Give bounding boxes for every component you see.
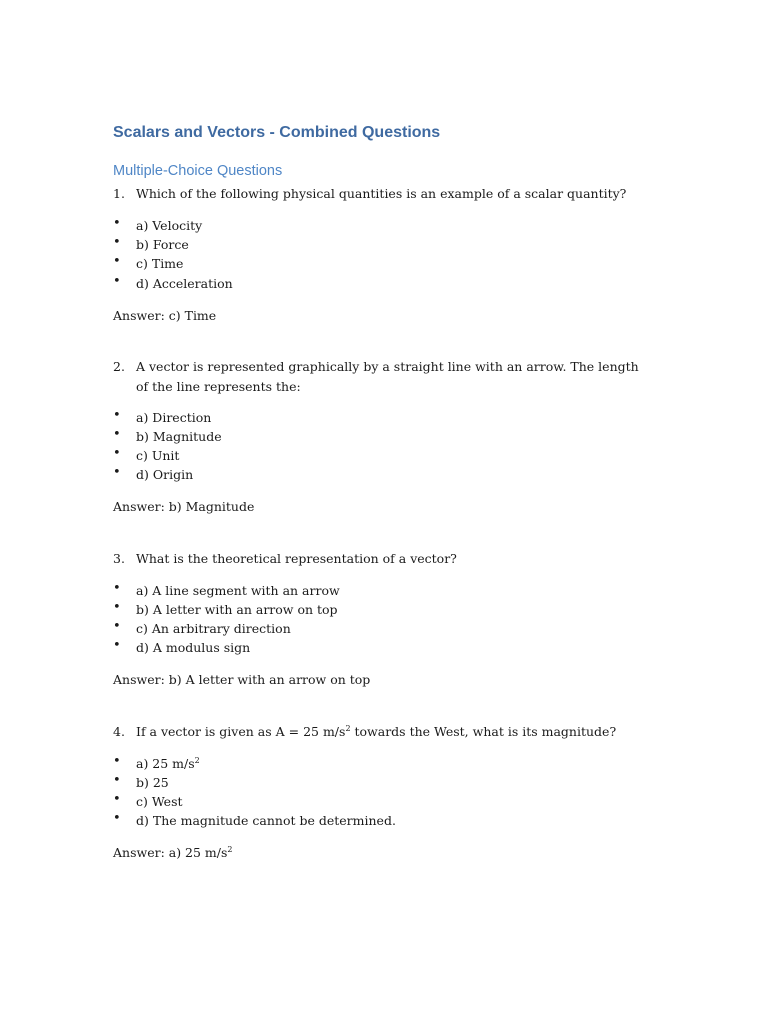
question-number: 2. bbox=[113, 359, 125, 374]
option-a bbox=[136, 756, 200, 771]
option-c: c) Time bbox=[136, 256, 184, 271]
document-title: Scalars and Vectors - Combined Questions bbox=[113, 124, 441, 141]
answer-text-part: Answer: a) 25 m/s bbox=[113, 845, 228, 860]
bullet-icon: • bbox=[113, 638, 121, 653]
question-text: A vector is represented graphically by a straight line with an arrow. The length of the line represents the: bbox=[136, 359, 639, 394]
question-number: 3. bbox=[113, 551, 125, 566]
option-d: d) Acceleration bbox=[136, 276, 233, 291]
answer-text: Answer: b) Magnitude bbox=[113, 499, 255, 514]
option-c: c) West bbox=[136, 794, 183, 809]
bullet-icon: • bbox=[113, 619, 121, 634]
superscript: 2 bbox=[227, 844, 233, 854]
bullet-icon: • bbox=[113, 254, 121, 269]
option-b: b) Force bbox=[136, 237, 189, 252]
question-text: What is the theoretical representation of a vector? bbox=[136, 551, 457, 566]
bullet-icon: • bbox=[113, 446, 121, 461]
option-b: b) 25 bbox=[136, 775, 169, 790]
bullet-icon: • bbox=[113, 274, 121, 289]
question-number: 1. bbox=[113, 186, 125, 201]
bullet-icon: • bbox=[113, 408, 121, 423]
question-text: Which of the following physical quantities is an example of a scalar quantity? bbox=[136, 186, 627, 201]
bullet-icon: • bbox=[113, 773, 121, 788]
option-c: c) An arbitrary direction bbox=[136, 621, 291, 636]
option-a: a) Direction bbox=[136, 410, 212, 425]
bullet-icon: • bbox=[113, 811, 121, 826]
bullet-icon: • bbox=[113, 465, 121, 480]
option-d: d) The magnitude cannot be determined. bbox=[136, 813, 396, 828]
bullet-icon: • bbox=[113, 792, 121, 807]
superscript: 2 bbox=[345, 723, 351, 733]
bullet-icon: • bbox=[113, 216, 121, 231]
question-text-part: towards the West, what is its magnitude? bbox=[350, 724, 617, 739]
bullet-icon: • bbox=[113, 754, 121, 769]
option-text: a) 25 m/s bbox=[136, 756, 195, 771]
option-a: a) Velocity bbox=[136, 218, 203, 233]
option-a: a) A line segment with an arrow bbox=[136, 583, 340, 598]
bullet-icon: • bbox=[113, 581, 121, 596]
option-c: c) Unit bbox=[136, 448, 180, 463]
option-b: b) Magnitude bbox=[136, 429, 222, 444]
question-text bbox=[136, 722, 646, 742]
question-text-part: If a vector is given as A = 25 m/s bbox=[136, 724, 346, 739]
bullet-icon: • bbox=[113, 235, 121, 250]
answer-text bbox=[113, 845, 233, 860]
bullet-icon: • bbox=[113, 427, 121, 442]
option-d: d) Origin bbox=[136, 467, 194, 482]
question-number: 4. bbox=[113, 724, 125, 739]
superscript: 2 bbox=[194, 755, 200, 765]
answer-text: Answer: b) A letter with an arrow on top bbox=[113, 672, 371, 687]
option-d: d) A modulus sign bbox=[136, 640, 251, 655]
section-heading: Multiple-Choice Questions bbox=[113, 163, 283, 179]
option-b: b) A letter with an arrow on top bbox=[136, 602, 338, 617]
answer-text: Answer: c) Time bbox=[113, 308, 217, 323]
bullet-icon: • bbox=[113, 600, 121, 615]
